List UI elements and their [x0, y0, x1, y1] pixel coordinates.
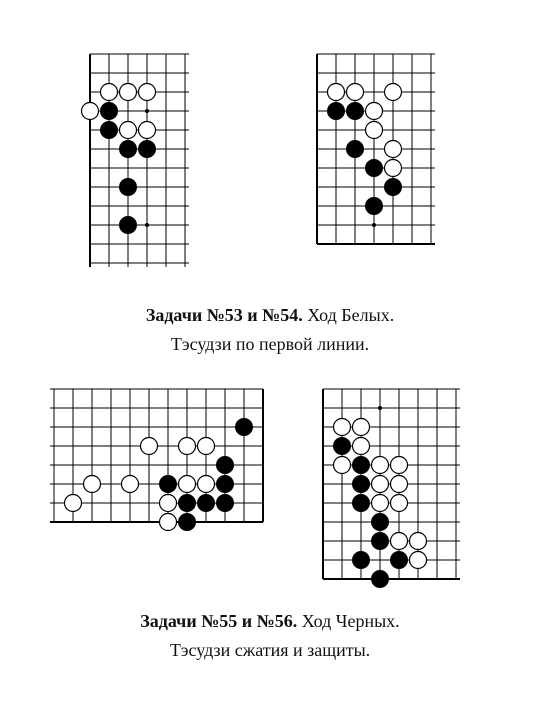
caption-problems-53-54-title-line [0, 303, 540, 327]
problem-56-star-point [378, 406, 382, 410]
white-stone [334, 457, 351, 474]
black-stone [179, 514, 196, 531]
white-stone [353, 438, 370, 455]
caption-problems-53-54-move: Ход Белых. [307, 305, 395, 325]
black-stone [353, 552, 370, 569]
black-stone [139, 141, 156, 158]
black-stone [385, 179, 402, 196]
black-stone [120, 141, 137, 158]
white-stone [160, 514, 177, 531]
white-stone [139, 84, 156, 101]
white-stone [391, 457, 408, 474]
problem-53-board-grid [82, 54, 190, 267]
white-stone [366, 103, 383, 120]
white-stone [141, 438, 158, 455]
black-stone [101, 103, 118, 120]
white-stone [101, 84, 118, 101]
white-stone [366, 122, 383, 139]
white-stone [391, 533, 408, 550]
black-stone [366, 198, 383, 215]
black-stone [198, 495, 215, 512]
white-stone [179, 438, 196, 455]
white-stone [372, 457, 389, 474]
white-stone [160, 495, 177, 512]
white-stone [139, 122, 156, 139]
problem-54-board-grid [317, 54, 435, 244]
black-stone [217, 495, 234, 512]
black-stone [372, 514, 389, 531]
caption-problems-55-56-subtitle: Тэсудзи сжатия и защиты. [169, 640, 371, 660]
white-stone [120, 84, 137, 101]
white-stone [385, 141, 402, 158]
black-stone [353, 457, 370, 474]
caption-problems-55-56-title-line [0, 609, 540, 633]
white-stone [410, 552, 427, 569]
problem-56-board-grid [323, 389, 460, 588]
caption-problems-53-54-title: Задачи №53 и №54. [145, 305, 303, 325]
white-stone [84, 476, 101, 493]
black-stone [328, 103, 345, 120]
black-stone [347, 103, 364, 120]
white-stone [372, 495, 389, 512]
white-stone [65, 495, 82, 512]
problem-54-star-point [372, 223, 376, 227]
white-stone [122, 476, 139, 493]
problem-53-star-point [145, 109, 149, 113]
white-stone [385, 84, 402, 101]
black-stone [372, 533, 389, 550]
black-stone [120, 179, 137, 196]
black-stone [217, 476, 234, 493]
caption-problems-53-54-subtitle: Тэсудзи по первой линии. [170, 334, 370, 354]
white-stone [410, 533, 427, 550]
black-stone [353, 495, 370, 512]
black-stone [391, 552, 408, 569]
black-stone [372, 571, 389, 588]
black-stone [347, 141, 364, 158]
caption-problems-55-56-move: Ход Черных. [301, 611, 400, 631]
caption-problems-55-56-title: Задачи №55 и №56. [140, 611, 298, 631]
black-stone [353, 476, 370, 493]
white-stone [328, 84, 345, 101]
white-stone [385, 160, 402, 177]
black-stone [217, 457, 234, 474]
white-stone [347, 84, 364, 101]
black-stone [179, 495, 196, 512]
white-stone [120, 122, 137, 139]
black-stone [236, 419, 253, 436]
white-stone [372, 476, 389, 493]
black-stone [120, 217, 137, 234]
white-stone [179, 476, 196, 493]
white-stone [391, 476, 408, 493]
white-stone [198, 476, 215, 493]
problem-53-star-point [145, 223, 149, 227]
black-stone [160, 476, 177, 493]
black-stone [334, 438, 351, 455]
white-stone [391, 495, 408, 512]
black-stone [366, 160, 383, 177]
white-stone [198, 438, 215, 455]
white-stone [82, 103, 99, 120]
problem-55-board-grid [50, 389, 263, 531]
black-stone [101, 122, 118, 139]
white-stone [353, 419, 370, 436]
white-stone [334, 419, 351, 436]
